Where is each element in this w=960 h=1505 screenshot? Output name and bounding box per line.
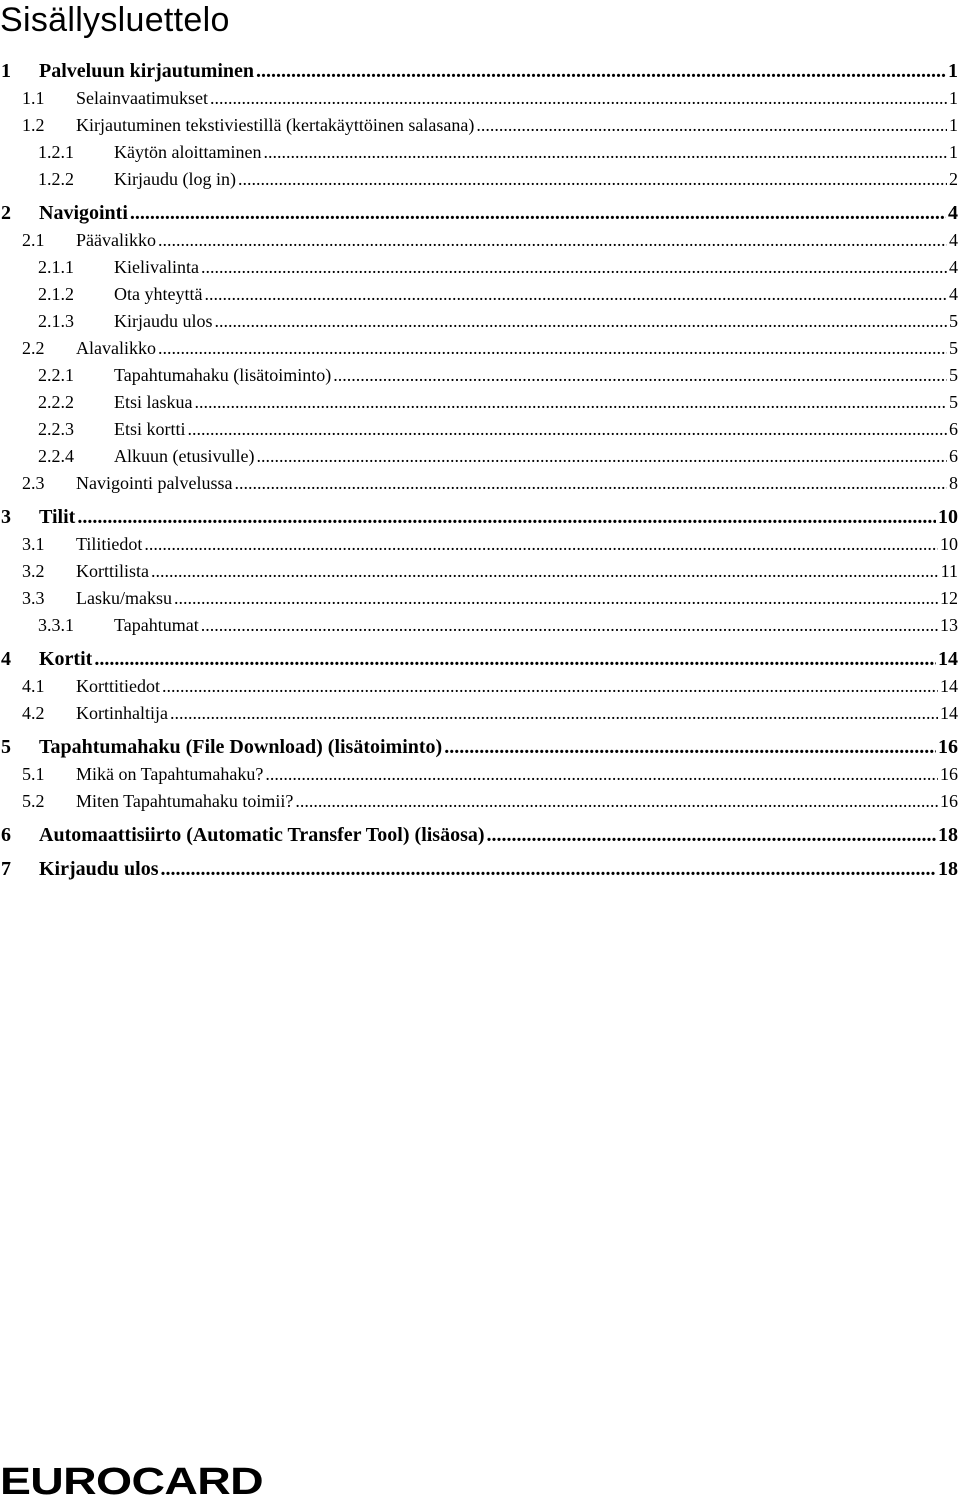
- toc-entry-page: 1: [949, 88, 958, 108]
- toc-entry-number: 3.3: [22, 588, 45, 608]
- toc-entry-number: 4.2: [22, 703, 45, 723]
- toc-entry-page: 16: [940, 791, 958, 811]
- toc-entry-page: 1: [949, 142, 958, 162]
- toc-entry-page: 10: [940, 534, 958, 554]
- eurocard-logo: EUROCARD: [0, 1461, 263, 1503]
- toc-entry-page: 5: [949, 365, 958, 385]
- toc-entry-title: Kirjaudu ulos: [39, 858, 159, 880]
- toc-entry-page: 4: [949, 284, 958, 304]
- toc-entry[interactable]: [0, 531, 960, 558]
- toc-entry[interactable]: [0, 470, 960, 497]
- toc-entry-page: 1: [948, 60, 958, 82]
- toc-entry-page: 10: [938, 506, 958, 528]
- toc-dot-leader: [476, 112, 947, 139]
- toc-dot-leader: [295, 788, 938, 815]
- toc-entry-page: 6: [949, 446, 958, 466]
- toc-entry-number: 1: [1, 60, 11, 82]
- toc-entry-page: 4: [948, 202, 958, 224]
- toc-dot-leader: [256, 58, 946, 85]
- toc-entry-page: 8: [949, 473, 958, 493]
- toc-entry-title: Tapahtumahaku (lisätoiminto): [114, 365, 332, 385]
- toc-dot-leader: [333, 362, 947, 389]
- toc-dot-leader: [162, 673, 938, 700]
- toc-entry-title: Tapahtumat: [114, 615, 199, 635]
- toc-dot-leader: [188, 416, 948, 443]
- toc-entry-title: Kirjaudu ulos: [114, 311, 213, 331]
- toc-entry-title: Korttitiedot: [76, 676, 160, 696]
- toc-dot-leader: [77, 504, 936, 531]
- toc-entry[interactable]: [0, 254, 960, 281]
- toc-entry[interactable]: [0, 416, 960, 443]
- toc-entry[interactable]: [0, 281, 960, 308]
- toc-entry-number: 3.2: [22, 561, 45, 581]
- toc-entry[interactable]: [0, 822, 960, 849]
- toc-entry-number: 5: [1, 736, 11, 758]
- toc-entry-number: 3: [1, 506, 11, 528]
- toc-entry-number: 2.3: [22, 473, 45, 493]
- toc-entry-number: 2.1.1: [38, 257, 74, 277]
- toc-entry-page: 14: [940, 703, 958, 723]
- toc-entry-title: Päävalikko: [76, 230, 156, 250]
- toc-entry-title: Navigointi palvelussa: [76, 473, 233, 493]
- toc-entry-title: Kirjautuminen tekstiviestillä (kertakäyttöinen salasana): [76, 115, 475, 135]
- toc-dot-leader: [234, 470, 947, 497]
- toc-entry-title: Kortit: [39, 648, 93, 670]
- toc-entry-number: 1.1: [22, 88, 45, 108]
- toc-entry-title: Palveluun kirjautuminen: [39, 60, 255, 82]
- toc-entry[interactable]: [0, 673, 960, 700]
- toc-dot-leader: [238, 166, 947, 193]
- toc-entry-page: 5: [949, 338, 958, 358]
- toc-entry-page: 13: [940, 615, 958, 635]
- toc-dot-leader: [256, 443, 947, 470]
- toc-entry-number: 2.2: [22, 338, 45, 358]
- toc-entry-number: 2.1.3: [38, 311, 74, 331]
- toc-entry-title: Miten Tapahtumahaku toimii?: [76, 791, 294, 811]
- toc-entry[interactable]: [0, 856, 960, 883]
- toc-entry-page: 16: [938, 736, 958, 758]
- toc-entry-page: 14: [940, 676, 958, 696]
- toc-entry[interactable]: [0, 335, 960, 362]
- toc-entry-page: 16: [940, 764, 958, 784]
- toc-entry-number: 7: [1, 858, 11, 880]
- toc-entry[interactable]: [0, 85, 960, 112]
- toc-entry-title: Kielivalinta: [114, 257, 199, 277]
- toc-dot-leader: [158, 227, 947, 254]
- toc-entry[interactable]: [0, 646, 960, 673]
- toc-entry-page: 6: [949, 419, 958, 439]
- toc-entry-title: Tapahtumahaku (File Download) (lisätoiminto): [39, 736, 443, 758]
- page-title: Sisällysluettelo: [0, 1, 230, 39]
- toc-entry-title: Ota yhteyttä: [114, 284, 203, 304]
- toc-entry-number: 1.2.2: [38, 169, 74, 189]
- toc-entry-title: Alkuun (etusivulle): [114, 446, 255, 466]
- toc-entry-title: Käytön aloittaminen: [114, 142, 262, 162]
- toc-entry-page: 12: [940, 588, 958, 608]
- toc-entry-page: 11: [940, 561, 958, 581]
- toc-entry-number: 4: [1, 648, 11, 670]
- toc-entry[interactable]: [0, 585, 960, 612]
- toc-entry-title: Automaattisiirto (Automatic Transfer Tool) (lisäosa): [39, 824, 485, 846]
- toc-entry-number: 2.2.4: [38, 446, 74, 466]
- toc-entry-title: Kirjaudu (log in): [114, 169, 236, 189]
- toc-entry-page: 18: [938, 824, 958, 846]
- toc-dot-leader: [210, 85, 947, 112]
- toc-entry-number: 5.2: [22, 791, 45, 811]
- toc-dot-leader: [151, 558, 939, 585]
- toc-dot-leader: [487, 822, 936, 849]
- toc-entry-number: 2.2.2: [38, 392, 74, 412]
- toc-entry-number: 4.1: [22, 676, 45, 696]
- toc-entry-number: 2.1: [22, 230, 45, 250]
- toc-entry-number: 2: [1, 202, 11, 224]
- toc-entry[interactable]: [0, 308, 960, 335]
- toc-entry[interactable]: [0, 700, 960, 727]
- toc-dot-leader: [144, 531, 938, 558]
- toc-entry-page: 18: [938, 858, 958, 880]
- toc-entry[interactable]: [0, 200, 960, 227]
- toc-entry[interactable]: [0, 227, 960, 254]
- toc-entry[interactable]: [0, 166, 960, 193]
- toc-entry-title: Kortinhaltija: [76, 703, 168, 723]
- table-of-contents: [0, 58, 960, 883]
- toc-dot-leader: [94, 646, 936, 673]
- toc-dot-leader: [174, 585, 938, 612]
- toc-entry-title: Etsi kortti: [114, 419, 186, 439]
- toc-dot-leader: [265, 761, 938, 788]
- toc-entry-number: 2.1.2: [38, 284, 74, 304]
- toc-dot-leader: [444, 734, 936, 761]
- toc-entry-number: 5.1: [22, 764, 45, 784]
- toc-entry-page: 5: [949, 311, 958, 331]
- toc-entry[interactable]: [0, 58, 960, 85]
- toc-entry-title: Tilit: [39, 506, 76, 528]
- toc-entry-number: 3.3.1: [38, 615, 74, 635]
- toc-entry-page: 4: [949, 230, 958, 250]
- toc-entry[interactable]: [0, 504, 960, 531]
- toc-entry-number: 3.1: [22, 534, 45, 554]
- toc-entry-title: Tilitiedot: [76, 534, 143, 554]
- toc-dot-leader: [130, 200, 946, 227]
- toc-entry[interactable]: [0, 612, 960, 639]
- toc-entry[interactable]: [0, 389, 960, 416]
- toc-entry[interactable]: [0, 362, 960, 389]
- toc-entry[interactable]: [0, 443, 960, 470]
- toc-entry-title: Navigointi: [39, 202, 128, 224]
- toc-dot-leader: [160, 856, 936, 883]
- toc-entry[interactable]: [0, 734, 960, 761]
- toc-entry[interactable]: [0, 112, 960, 139]
- toc-dot-leader: [195, 389, 948, 416]
- toc-entry[interactable]: [0, 139, 960, 166]
- toc-dot-leader: [204, 281, 947, 308]
- toc-dot-leader: [215, 308, 948, 335]
- toc-entry-number: 2.2.3: [38, 419, 74, 439]
- toc-dot-leader: [201, 254, 947, 281]
- toc-entry[interactable]: [0, 558, 960, 585]
- toc-entry-title: Lasku/maksu: [76, 588, 172, 608]
- toc-entry-title: Mikä on Tapahtumahaku?: [76, 764, 264, 784]
- toc-entry-number: 1.2.1: [38, 142, 74, 162]
- toc-entry-page: 2: [949, 169, 958, 189]
- toc-dot-leader: [263, 139, 947, 166]
- toc-entry-number: 2.2.1: [38, 365, 74, 385]
- toc-entry-number: 1.2: [22, 115, 45, 135]
- toc-dot-leader: [158, 335, 947, 362]
- toc-entry-title: Korttilista: [76, 561, 149, 581]
- toc-entry-title: Selainvaatimukset: [76, 88, 208, 108]
- toc-entry-page: 5: [949, 392, 958, 412]
- toc-entry-page: 14: [938, 648, 958, 670]
- toc-dot-leader: [170, 700, 938, 727]
- toc-dot-leader: [201, 612, 938, 639]
- toc-entry[interactable]: [0, 788, 960, 815]
- toc-entry-title: Etsi laskua: [114, 392, 193, 412]
- toc-entry[interactable]: [0, 761, 960, 788]
- toc-entry-title: Alavalikko: [76, 338, 156, 358]
- toc-entry-number: 6: [1, 824, 11, 846]
- toc-entry-page: 1: [949, 115, 958, 135]
- toc-entry-page: 4: [949, 257, 958, 277]
